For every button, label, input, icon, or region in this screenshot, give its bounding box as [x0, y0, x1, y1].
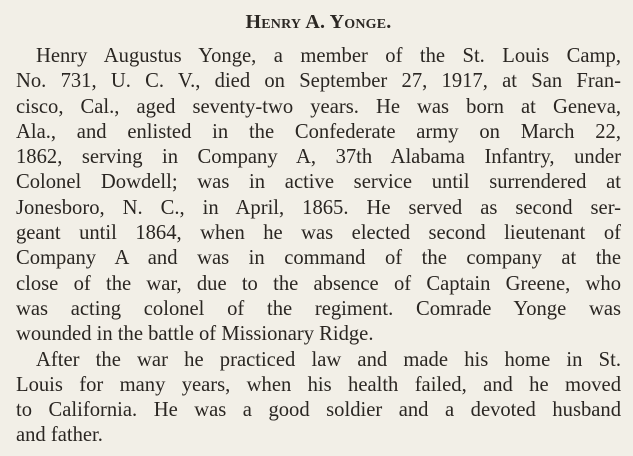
text-line: No. 731, U. C. V., died on September 27, 1917, at San Fran- — [16, 70, 621, 93]
text-line: 1862, serving in Company A, 37th Alabama Infantry, under — [16, 146, 621, 169]
text-line: Company A and was in command of the company at the — [16, 247, 621, 270]
paragraph-1 — [16, 44, 621, 348]
text-line: to California. He was a good soldier and a devoted husband — [16, 399, 621, 422]
text-line: After the war he practiced law and made his home in St. — [36, 348, 621, 371]
article-body — [16, 44, 621, 449]
text-line: Louis for many years, when his health failed, and he moved — [16, 373, 621, 396]
text-line: was acting colonel of the regiment. Comrade Yonge was — [16, 297, 621, 320]
text-line: Henry Augustus Yonge, a member of the St. Louis Camp, — [36, 45, 621, 67]
article-title: Henry A. Yonge. — [245, 11, 392, 33]
paragraph-2 — [16, 348, 621, 449]
text-line: Jonesboro, N. C., in April, 1865. He served as second ser- — [16, 196, 621, 219]
text-line: Colonel Dowdell; was in active service until surrendered at — [16, 171, 621, 194]
text-line: wounded in the battle of Missionary Ridge. — [16, 323, 374, 346]
text-line: close of the war, due to the absence of Captain Greene, who — [16, 272, 621, 295]
text-line: Ala., and enlisted in the Confederate army on March 22, — [16, 120, 621, 143]
text-line: geant until 1864, when he was elected second lieutenant of — [16, 222, 621, 245]
text-line: cisco, Cal., aged seventy-two years. He was born at Geneva, — [16, 95, 621, 118]
text-line: and father. — [16, 424, 103, 447]
